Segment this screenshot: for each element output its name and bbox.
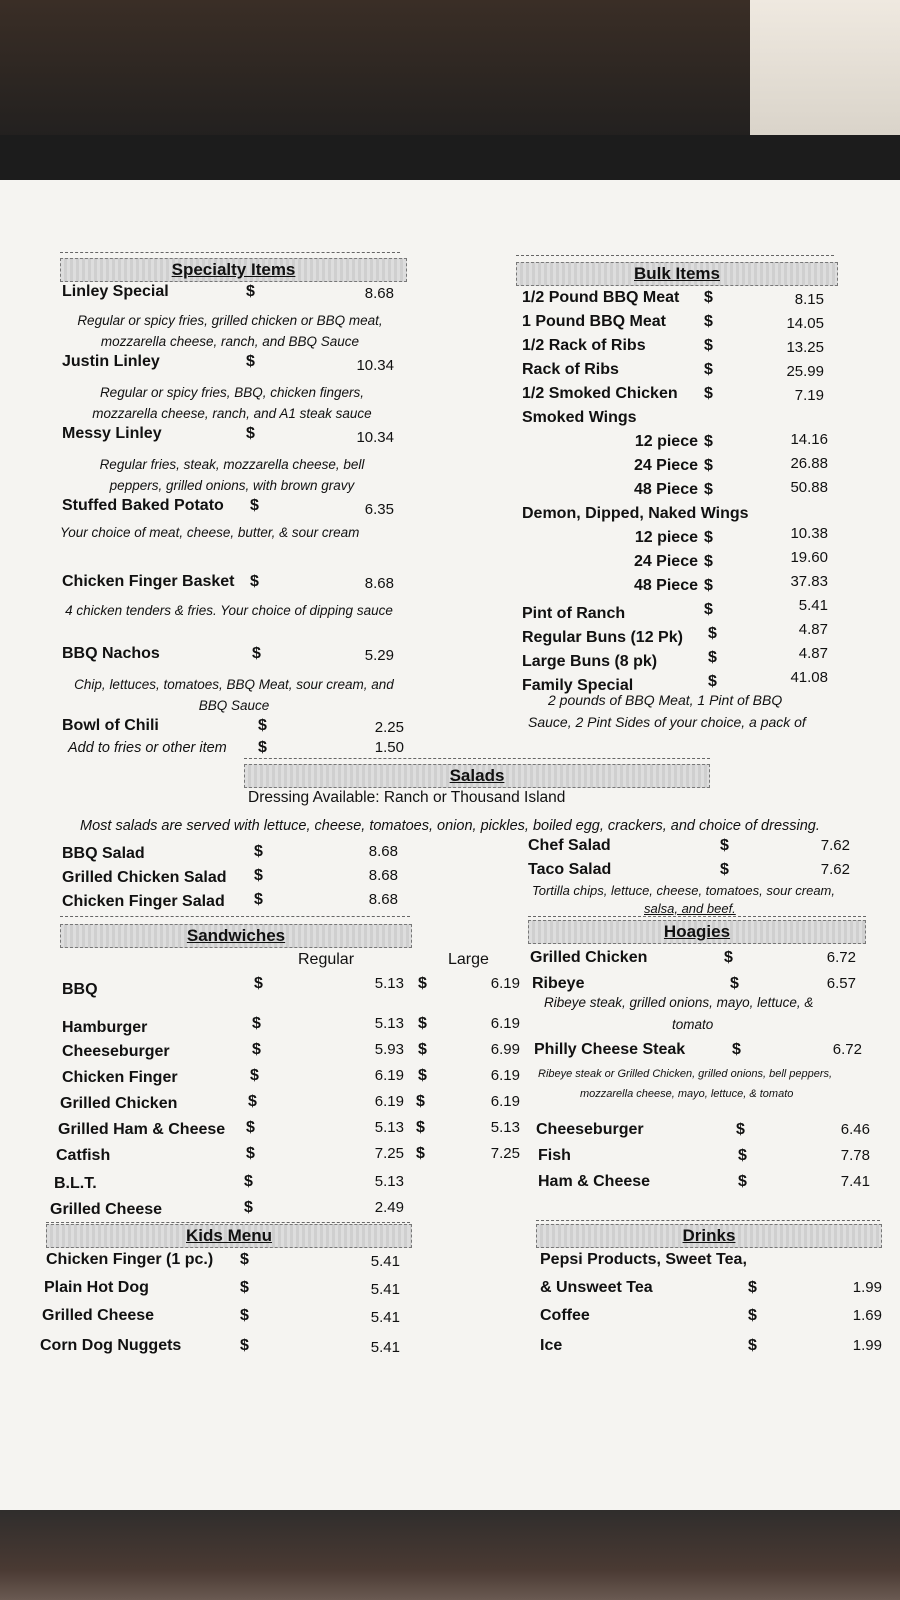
currency-symbol: $ bbox=[240, 1307, 249, 1324]
currency-symbol: $ bbox=[246, 283, 255, 300]
currency-symbol: $ bbox=[720, 861, 729, 878]
menu-item-name: Hamburger bbox=[62, 1019, 148, 1036]
menu-item-price: 8.68 bbox=[368, 867, 398, 884]
menu-item-price: 10.34 bbox=[356, 429, 394, 446]
currency-symbol: $ bbox=[704, 289, 713, 306]
menu-item-price: 5.41 bbox=[370, 1253, 400, 1270]
currency-symbol: $ bbox=[738, 1147, 747, 1164]
menu-item-name: Grilled Ham & Cheese bbox=[58, 1121, 226, 1138]
menu-item-description: Regular or spicy fries, grilled chicken or BBQ meat, mozzarella cheese, ranch, and BBQ Sauce bbox=[77, 313, 383, 349]
menu-item-description: salsa, and beef. bbox=[644, 901, 736, 916]
section-border bbox=[528, 916, 866, 917]
menu-item-size: 24 Piece bbox=[633, 457, 698, 474]
currency-symbol: $ bbox=[258, 739, 267, 756]
menu-item-price: 6.72 bbox=[826, 949, 856, 966]
currency-symbol: $ bbox=[720, 837, 729, 854]
currency-symbol: $ bbox=[708, 625, 717, 642]
menu-item-name: BBQ Nachos bbox=[62, 645, 160, 662]
section-heading-salads: Salads bbox=[244, 764, 710, 788]
menu-item-price: 1.99 bbox=[852, 1279, 882, 1296]
menu-item-description: Ribeye steak, grilled onions, mayo, lettuce, & bbox=[544, 995, 814, 1010]
column-header-large: Large bbox=[448, 951, 489, 968]
menu-item-name: Family Special bbox=[522, 677, 634, 694]
menu-item-price: 7.62 bbox=[820, 837, 850, 854]
menu-item-price: 14.16 bbox=[790, 431, 828, 448]
menu-item-price: 8.68 bbox=[368, 891, 398, 908]
menu-item-price: 7.62 bbox=[820, 861, 850, 878]
price-large: 7.25 bbox=[490, 1145, 520, 1162]
currency-symbol: $ bbox=[732, 1041, 741, 1058]
currency-symbol: $ bbox=[704, 433, 713, 450]
menu-item-price: 4.87 bbox=[798, 621, 828, 638]
price-regular: 5.13 bbox=[374, 1015, 404, 1032]
menu-item-price: 2.25 bbox=[374, 719, 404, 736]
menu-item-price: 5.41 bbox=[370, 1339, 400, 1356]
menu-item-description: Tortilla chips, lettuce, cheese, tomatoes, sour cream, bbox=[532, 883, 835, 898]
menu-item-price: 7.78 bbox=[840, 1147, 870, 1164]
column-header-regular: Regular bbox=[298, 951, 355, 968]
price-regular: 5.13 bbox=[374, 1119, 404, 1136]
menu-item-price: 19.60 bbox=[790, 549, 828, 566]
menu-item-description: Your choice of meat, cheese, butter, & sour cream bbox=[60, 525, 360, 540]
menu-item-name: Rack of Ribs bbox=[522, 361, 619, 378]
menu-item-price: 5.41 bbox=[370, 1281, 400, 1298]
menu-item-price: 6.35 bbox=[364, 501, 394, 518]
menu-item-description: Sauce, 2 Pint Sides of your choice, a pack of bbox=[528, 714, 806, 730]
currency-symbol: $ bbox=[704, 361, 713, 378]
menu-item-description: Regular or spicy fries, BBQ, chicken fingers, mozzarella cheese, ranch, and A1 steak sauce bbox=[92, 385, 372, 421]
menu-item-name: Linley Special bbox=[62, 283, 169, 300]
menu-item-name: Regular Buns (12 Pk) bbox=[522, 629, 683, 646]
currency-symbol: $ bbox=[246, 353, 255, 370]
menu-item-price: 6.57 bbox=[826, 975, 856, 992]
currency-symbol: $ bbox=[704, 577, 713, 594]
menu-item-price: 6.46 bbox=[840, 1121, 870, 1138]
menu-item-name: Large Buns (8 pk) bbox=[522, 653, 658, 670]
menu-item-price: 7.19 bbox=[794, 387, 824, 404]
menu-item-name: 1 Pound BBQ Meat bbox=[522, 313, 667, 330]
currency-symbol: $ bbox=[418, 975, 427, 992]
currency-symbol: $ bbox=[708, 649, 717, 666]
currency-symbol: $ bbox=[252, 645, 261, 662]
price-regular: 5.13 bbox=[374, 1173, 404, 1190]
menu-item-price: 26.88 bbox=[790, 455, 828, 472]
salad-description: Most salads are served with lettuce, cheese, tomatoes, onion, pickles, boiled egg, crackers, and choice of dressing. bbox=[80, 818, 820, 834]
menu-item-name: 1/2 Rack of Ribs bbox=[522, 337, 646, 354]
menu-item-name: Coffee bbox=[540, 1307, 590, 1324]
currency-symbol: $ bbox=[704, 481, 713, 498]
currency-symbol: $ bbox=[748, 1279, 757, 1296]
currency-symbol: $ bbox=[704, 601, 713, 618]
currency-symbol: $ bbox=[250, 497, 259, 514]
section-border bbox=[244, 758, 710, 759]
price-large: 5.13 bbox=[490, 1119, 520, 1136]
currency-symbol: $ bbox=[708, 673, 717, 690]
currency-symbol: $ bbox=[724, 949, 733, 966]
menu-item-name: Grilled Cheese bbox=[42, 1307, 155, 1324]
currency-symbol: $ bbox=[416, 1119, 425, 1136]
menu-item-name: Smoked Wings bbox=[522, 409, 637, 426]
menu-item-name: Chicken Finger Salad bbox=[62, 893, 225, 910]
menu-item-name: Add to fries or other item bbox=[68, 740, 227, 756]
menu-item-name: Cheeseburger bbox=[62, 1043, 170, 1060]
menu-item-name: Bowl of Chili bbox=[62, 717, 159, 734]
menu-item-price: 8.68 bbox=[364, 285, 394, 302]
menu-item-price: 37.83 bbox=[790, 573, 828, 590]
currency-symbol: $ bbox=[250, 1067, 259, 1084]
currency-symbol: $ bbox=[246, 1145, 255, 1162]
currency-symbol: $ bbox=[246, 425, 255, 442]
currency-symbol: $ bbox=[748, 1307, 757, 1324]
menu-item-name: Stuffed Baked Potato bbox=[62, 497, 224, 514]
price-regular: 5.13 bbox=[374, 975, 404, 992]
currency-symbol: $ bbox=[704, 529, 713, 546]
menu-item-price: 14.05 bbox=[786, 315, 824, 332]
menu-item-name: & Unsweet Tea bbox=[540, 1279, 653, 1296]
currency-symbol: $ bbox=[730, 975, 739, 992]
menu-item-name: Philly Cheese Steak bbox=[534, 1041, 686, 1058]
menu-item-size: 48 Piece bbox=[633, 577, 698, 594]
currency-symbol: $ bbox=[704, 337, 713, 354]
price-regular: 7.25 bbox=[374, 1145, 404, 1162]
menu-item-name: Messy Linley bbox=[62, 425, 162, 442]
currency-symbol: $ bbox=[248, 1093, 257, 1110]
price-large: 6.19 bbox=[490, 1093, 520, 1110]
menu-item-description: Chip, lettuces, tomatoes, BBQ Meat, sour cream, and BBQ Sauce bbox=[74, 677, 394, 713]
table-background-bottom bbox=[0, 1500, 900, 1600]
currency-symbol: $ bbox=[246, 1119, 255, 1136]
menu-item-name: Chicken Finger (1 pc.) bbox=[46, 1251, 214, 1268]
menu-item-name: Ham & Cheese bbox=[538, 1173, 651, 1190]
currency-symbol: $ bbox=[240, 1279, 249, 1296]
menu-item-price: 1.99 bbox=[852, 1337, 882, 1354]
menu-item-name: BBQ bbox=[62, 981, 98, 998]
currency-symbol: $ bbox=[748, 1337, 757, 1354]
menu-item-name: Corn Dog Nuggets bbox=[40, 1337, 182, 1354]
price-large: 6.19 bbox=[490, 1015, 520, 1032]
currency-symbol: $ bbox=[254, 891, 263, 908]
currency-symbol: $ bbox=[736, 1121, 745, 1138]
currency-symbol: $ bbox=[240, 1251, 249, 1268]
menu-item-name: BBQ Salad bbox=[62, 845, 145, 862]
currency-symbol: $ bbox=[254, 867, 263, 884]
menu-item-name: 1/2 Pound BBQ Meat bbox=[522, 289, 680, 306]
menu-item-price: 10.34 bbox=[356, 357, 394, 374]
menu-item-name: Pint of Ranch bbox=[522, 605, 626, 622]
currency-symbol: $ bbox=[244, 1173, 253, 1190]
section-border bbox=[516, 255, 834, 256]
menu-item-name: Grilled Chicken bbox=[60, 1095, 178, 1112]
currency-symbol: $ bbox=[704, 457, 713, 474]
menu-item-name: Catfish bbox=[56, 1147, 111, 1164]
currency-symbol: $ bbox=[416, 1093, 425, 1110]
section-heading-hoagies: Hoagies bbox=[528, 920, 866, 944]
section-border bbox=[60, 916, 410, 917]
menu-item-price: 5.29 bbox=[364, 647, 394, 664]
menu-item-name: Ice bbox=[540, 1337, 563, 1354]
menu-item-price: 8.68 bbox=[364, 575, 394, 592]
menu-item-price: 41.08 bbox=[790, 669, 828, 686]
price-regular: 6.19 bbox=[374, 1067, 404, 1084]
menu-item-price: 8.68 bbox=[368, 843, 398, 860]
menu-item-price: 1.69 bbox=[852, 1307, 882, 1324]
currency-symbol: $ bbox=[418, 1041, 427, 1058]
menu-item-price: 50.88 bbox=[790, 479, 828, 496]
section-heading-sandwiches: Sandwiches bbox=[60, 924, 412, 948]
currency-symbol: $ bbox=[258, 717, 267, 734]
currency-symbol: $ bbox=[254, 843, 263, 860]
menu-item-name: Taco Salad bbox=[528, 861, 612, 878]
salad-dressing-note: Dressing Available: Ranch or Thousand Island bbox=[248, 789, 566, 806]
section-border bbox=[536, 1220, 880, 1221]
wall-background bbox=[750, 0, 900, 140]
menu-item-price: 25.99 bbox=[786, 363, 824, 380]
menu-item-price: 4.87 bbox=[798, 645, 828, 662]
menu-item-price: 5.41 bbox=[370, 1309, 400, 1326]
menu-item-description: Regular fries, steak, mozzarella cheese, bell peppers, grilled onions, with brown gravy bbox=[99, 457, 365, 493]
currency-symbol: $ bbox=[252, 1015, 261, 1032]
menu-item-name: Chicken Finger Basket bbox=[62, 573, 235, 590]
menu-item-price: 10.38 bbox=[790, 525, 828, 542]
menu-item-name: Grilled Cheese bbox=[50, 1201, 163, 1218]
currency-symbol: $ bbox=[252, 1041, 261, 1058]
price-large: 6.19 bbox=[490, 1067, 520, 1084]
menu-item-name: 1/2 Smoked Chicken bbox=[522, 385, 678, 402]
menu-item-size: 12 piece bbox=[634, 529, 698, 546]
menu-item-name: Grilled Chicken Salad bbox=[62, 869, 227, 886]
section-border bbox=[46, 1222, 410, 1223]
menu-item-name: Pepsi Products, Sweet Tea, bbox=[540, 1251, 747, 1268]
price-regular: 5.93 bbox=[374, 1041, 404, 1058]
section-heading-specialty: Specialty Items bbox=[60, 258, 407, 282]
menu-item-description: tomato bbox=[672, 1017, 714, 1032]
currency-symbol: $ bbox=[418, 1067, 427, 1084]
menu-item-size: 24 Piece bbox=[633, 553, 698, 570]
menu-item-price: 6.72 bbox=[832, 1041, 862, 1058]
currency-symbol: $ bbox=[704, 553, 713, 570]
menu-item-name: Plain Hot Dog bbox=[44, 1279, 149, 1296]
menu-item-name: Chef Salad bbox=[528, 837, 611, 854]
menu-item-price: 13.25 bbox=[786, 339, 824, 356]
menu-item-name: Fish bbox=[538, 1147, 571, 1164]
price-regular: 2.49 bbox=[374, 1199, 404, 1216]
menu-item-size: 48 Piece bbox=[633, 481, 698, 498]
currency-symbol: $ bbox=[418, 1015, 427, 1032]
currency-symbol: $ bbox=[704, 313, 713, 330]
menu-item-name: Cheeseburger bbox=[536, 1121, 644, 1138]
section-heading-kids: Kids Menu bbox=[46, 1224, 412, 1248]
currency-symbol: $ bbox=[738, 1173, 747, 1190]
section-border bbox=[60, 252, 400, 253]
menu-item-price: 7.41 bbox=[840, 1173, 870, 1190]
menu-item-description: mozzarella cheese, mayo, lettuce, & tomato bbox=[580, 1088, 794, 1100]
currency-symbol: $ bbox=[416, 1145, 425, 1162]
menu-item-price: 5.41 bbox=[798, 597, 828, 614]
menu-item-description: 4 chicken tenders & fries. Your choice of dipping sauce bbox=[65, 603, 393, 618]
price-large: 6.19 bbox=[490, 975, 520, 992]
section-heading-bulk: Bulk Items bbox=[516, 262, 838, 286]
menu-item-name: Chicken Finger bbox=[62, 1069, 178, 1086]
menu-item-price: 1.50 bbox=[374, 739, 404, 756]
menu-sheet bbox=[0, 180, 900, 1510]
price-regular: 6.19 bbox=[374, 1093, 404, 1110]
menu-item-name: Ribeye bbox=[532, 975, 585, 992]
currency-symbol: $ bbox=[250, 573, 259, 590]
menu-item-name: Grilled Chicken bbox=[530, 949, 648, 966]
menu-item-name: Demon, Dipped, Naked Wings bbox=[522, 505, 749, 522]
menu-binder-edge bbox=[0, 135, 900, 180]
price-large: 6.99 bbox=[490, 1041, 520, 1058]
menu-item-description: 2 pounds of BBQ Meat, 1 Pint of BBQ bbox=[548, 692, 783, 708]
currency-symbol: $ bbox=[240, 1337, 249, 1354]
menu-item-size: 12 piece bbox=[634, 433, 698, 450]
menu-item-name: B.L.T. bbox=[54, 1175, 97, 1192]
menu-item-description: Ribeye steak or Grilled Chicken, grilled onions, bell peppers, bbox=[538, 1068, 833, 1080]
section-heading-drinks: Drinks bbox=[536, 1224, 882, 1248]
menu-item-price: 8.15 bbox=[794, 291, 824, 308]
currency-symbol: $ bbox=[244, 1199, 253, 1216]
menu-item-name: Justin Linley bbox=[62, 353, 160, 370]
currency-symbol: $ bbox=[704, 385, 713, 402]
currency-symbol: $ bbox=[254, 975, 263, 992]
